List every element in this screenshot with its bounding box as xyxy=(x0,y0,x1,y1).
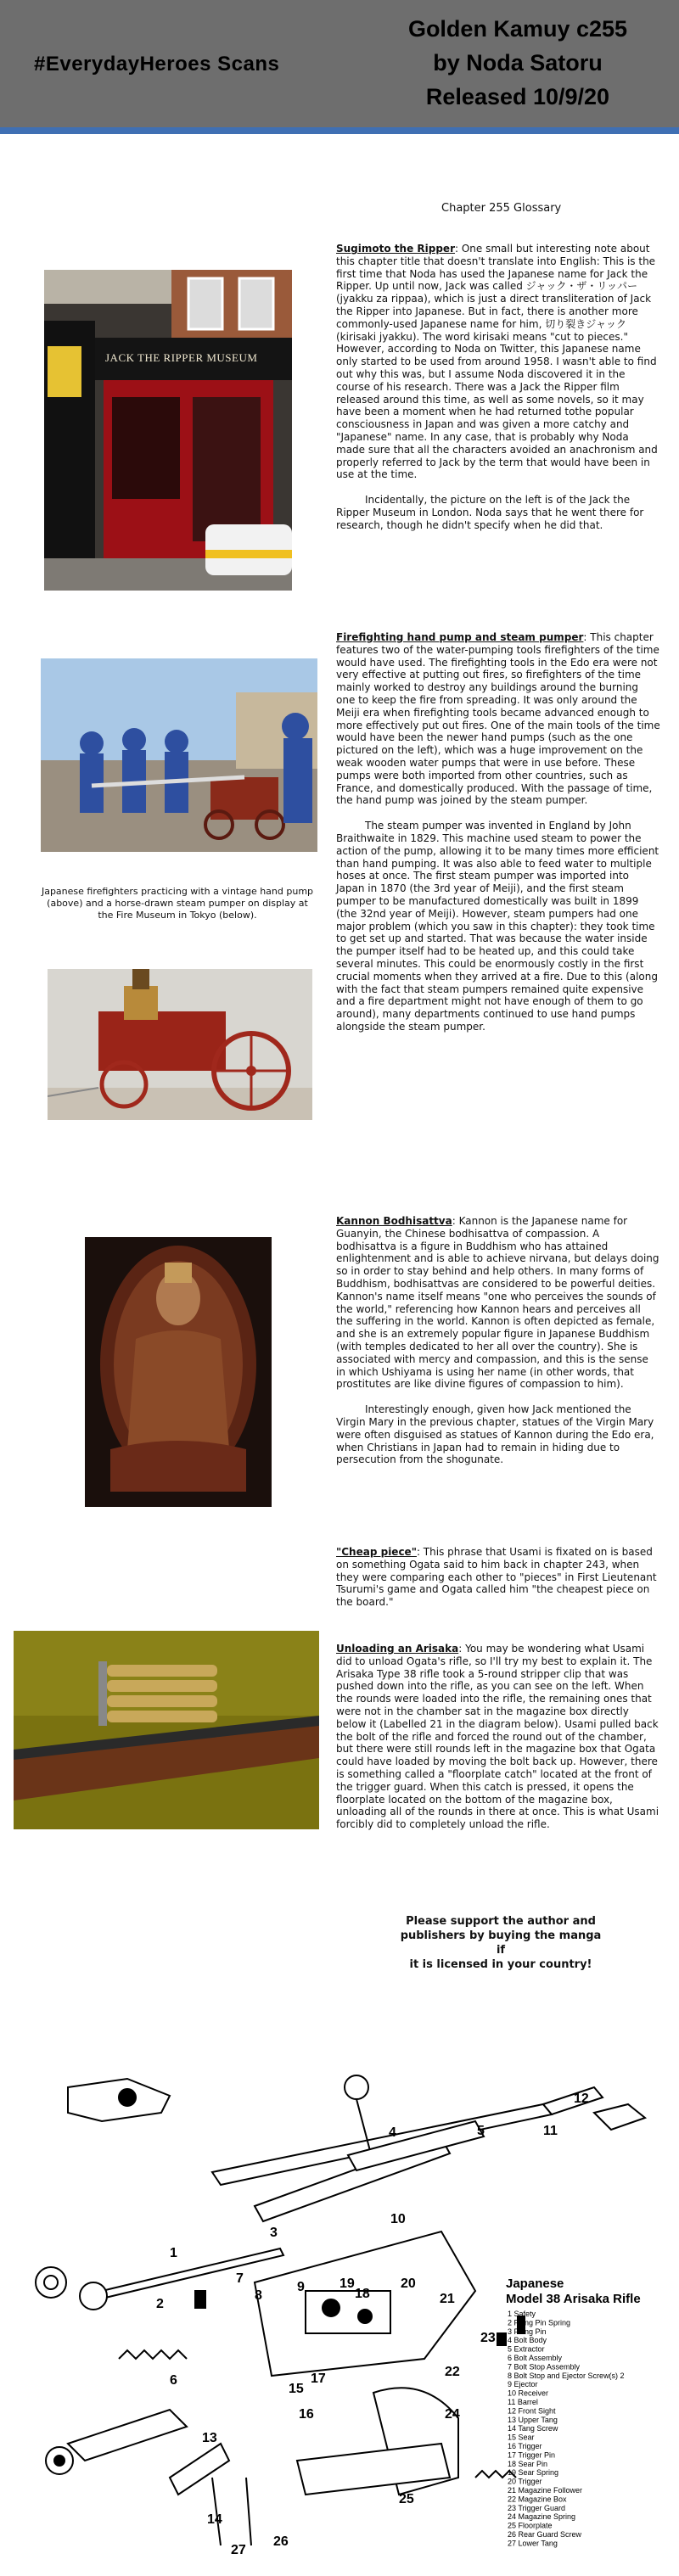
ripper-note: Incidentally, the picture on the left is of the Jack the Ripper Museum in London. Noda says that he went there for research, though he didn't specify when he did that. xyxy=(336,494,644,531)
part-number-9: 9 xyxy=(297,2280,305,2294)
term-cheap-piece: "Cheap piece" xyxy=(336,1546,417,1558)
hand-pump-illustration xyxy=(41,658,317,852)
legend-item: 18 Sear Pin xyxy=(508,2459,548,2468)
support-line-1: Please support the author and xyxy=(406,1915,596,1928)
legend-item: 2 Firing Pin Spring xyxy=(508,2318,571,2327)
pump-note: The steam pumper was invented in England by John Braithwaite in 1829. This machine used steam to power the action of the pump, allowing it to be many times more efficient than hand pumping. It was also able to feed water to multiple hoses at once. The first steam pumper was imported into Japan in 1870 (the 3rd year of Meiji), and the first steam pumper to be manufactured domestically was built in 1899 (the 32nd year of Meiji). However, steam pumpers had one major problem (which you saw in this chapter): they took time to get set up and started. That was because the water inside the pumper itself had to be heated up, and this could take several minutes. This could be enormously costly in the first crucial moments when they arrived at a fire. Due to this (along with the fact that steam pumpers remained quite expensive and a fire department might not have enough of them to go around), many departments continued to use hand pumps alongside the steam pumper. xyxy=(336,820,659,1033)
part-number-23: 23 xyxy=(480,2331,496,2345)
legend-item: 11 Barrel xyxy=(508,2398,538,2406)
legend-title-line-2: Model 38 Arisaka Rifle xyxy=(506,2292,641,2306)
term-ripper: Sugimoto the Ripper xyxy=(336,243,455,255)
legend-item: 6 Bolt Assembly xyxy=(508,2354,563,2362)
legend-item: 14 Tang Screw xyxy=(508,2424,558,2433)
legend-item: 9 Ejector xyxy=(508,2380,538,2389)
header-banner xyxy=(0,0,679,127)
release-line-date: Released 10/9/20 xyxy=(425,84,610,109)
part-number-8: 8 xyxy=(255,2288,262,2303)
steam-pumper-illustration xyxy=(48,969,312,1120)
part-number-14: 14 xyxy=(207,2512,222,2527)
legend-item: 24 Magazine Spring xyxy=(508,2512,576,2522)
section-arisaka xyxy=(336,1643,660,1831)
support-message xyxy=(399,1914,603,1972)
section-cheap-piece xyxy=(336,1546,660,1609)
legend-item: 17 Trigger Pin xyxy=(508,2450,556,2460)
legend-item: 25 Floorplate xyxy=(508,2521,553,2530)
part-number-3: 3 xyxy=(270,2226,278,2240)
photo-kannon-statue xyxy=(85,1237,272,1507)
support-line-3: it is licensed in your country! xyxy=(409,1958,592,1971)
part-number-17: 17 xyxy=(311,2372,326,2386)
part-number-11: 11 xyxy=(543,2124,558,2138)
legend-item: 10 Receiver xyxy=(508,2388,549,2398)
legend-item: 8 Bolt Stop and Ejector Screw(s) 2 xyxy=(508,2371,625,2380)
photo-arisaka-clip xyxy=(14,1631,319,1829)
legend-item: 16 Trigger xyxy=(508,2442,542,2450)
part-number-7: 7 xyxy=(236,2271,244,2286)
support-line-2: publishers by buying the manga if xyxy=(400,1929,602,1957)
legend-title-line-1: Japanese xyxy=(506,2276,564,2291)
kannon-note: Interestingly enough, given how Jack mentioned the Virgin Mary in the previous chapter, statues of the Virgin Mary were often disguised as statues of Kannon during the Edo era, when Christians in Japan had to remain in hiding due to persecution from the shogunate. xyxy=(336,1403,654,1466)
photo-steam-pumper xyxy=(48,969,312,1120)
arisaka-body: : You may be wondering what Usami did to unload Ogata's rifle, so I'll try my best to explain it. The Arisaka Type 38 rifle took a 5-round stripper clip that was pushed down into the rifle, as you can see on the left. When the rounds were loaded into the rifle, the remaining ones that were not in the chamber sat in the magazine box directly below it (Labelled 21 in the diagram below). Usami pulled back the bolt of the rifle and forced the round out of the chamber, but there were still rounds left in the magazine box that Ogata could have loaded by moving the bolt back up. However, there is something called a "floorplate catch" located at the front of the trigger guard. When this catch is pressed, it opens the floorplate located on the bottom of the magazine box, unloading all of the rounds in there at once. This is what Usami forcibly did to completely unload the rifle. xyxy=(336,1643,659,1831)
section-ripper xyxy=(336,243,660,532)
legend-item: 27 Lower Tang xyxy=(508,2539,558,2548)
header-accent-bar xyxy=(0,127,679,134)
term-kannon: Kannon Bodhisattva xyxy=(336,1215,452,1227)
section-kannon xyxy=(336,1215,660,1466)
part-number-24: 24 xyxy=(445,2407,460,2422)
part-number-1: 1 xyxy=(170,2246,177,2260)
legend-item: 13 Upper Tang xyxy=(508,2415,558,2424)
part-number-20: 20 xyxy=(401,2276,416,2291)
section-pump xyxy=(336,631,660,1033)
caption-firefighters: Japanese firefighters practicing with a vintage hand pump (above) and a horse-drawn steam pumper on display at the Fire Museum in Tokyo (below). xyxy=(41,886,314,921)
ripper-body: : One small but interesting note about this chapter title that doesn't translate into English: This is the first time that Noda has used the Japanese name for Jack the Ripper. Up until now, Jack was called ジャック・ザ・リッパー (jyakku za rippaa), which is just a direct transliteration of Jack the Ripper into Japanese. But in fact, there is another more commonly-used Japanese name for him, 切り裂きジャック (kirisaki jyakku). The word kirisaki means "cut to pieces." However, according to Noda on Twitter, this Japanese name only started to be used from around 1958. I wasn't able to find out why this was, but I assume Noda discovered it in the course of his research. There was a Jack the Ripper film released around this time, as well as some novels, so it may have been a moment when he had returned tothe popular consciousness in Japan and was given a more catchy and "Japanese" name. In any case, that is probably why Noda made sure that all the characters avoided an anachronism and properly referred to Jack by the term that would have been in use at the time. xyxy=(336,243,658,481)
scanlator-title: #EverydayHeroes Scans xyxy=(34,53,280,76)
part-number-15: 15 xyxy=(289,2382,304,2396)
part-number-5: 5 xyxy=(477,2124,485,2138)
part-number-19: 19 xyxy=(340,2276,355,2291)
release-line-title: Golden Kamuy c255 xyxy=(407,16,628,42)
part-number-4: 4 xyxy=(389,2125,396,2140)
part-number-12: 12 xyxy=(574,2092,589,2106)
legend-item: 19 Sear Spring xyxy=(508,2468,559,2478)
legend-item: 26 Rear Guard Screw xyxy=(508,2530,582,2539)
glossary-title: Chapter 255 Glossary xyxy=(441,202,562,215)
release-info xyxy=(373,12,662,114)
legend-item: 3 Firing Pin xyxy=(508,2327,547,2336)
release-line-author: by Noda Satoru xyxy=(433,50,603,76)
kannon-body: : Kannon is the Japanese name for Guanyin, the Chinese bodhisattva of compassion. A bodhisattva is a figure in Buddhism who has attained enlightenment and is able to achieve nirvana, but delays doing so in order to stay behind and help others. In many forms of Buddhism, bodhisattvas are considered to be powerful deities. Kannon's name itself means "one who perceives the sounds of the world," referencing how Kannon hears and perceives all the suffering in the world. Kannon is often depicted as female, and she is an extremely popular figure in Japanese Buddhism (with temples dedicated to her all over the country). She is associated with mercy and compassion, and this is the sense in which Ushiyama is using her name (in other words, that prostitutes are like divine figures of compassion to him). xyxy=(336,1215,659,1391)
legend-item: 7 Bolt Stop Assembly xyxy=(508,2362,581,2372)
part-number-2: 2 xyxy=(156,2297,164,2311)
legend-list xyxy=(508,2310,625,2547)
part-number-18: 18 xyxy=(355,2287,370,2301)
cheap-body: : This phrase that Usami is fixated on is based on something Ogata said to him back in chapter 243, when they were comparing each other to "pieces" in First Lieutenant Tsurumi's game and Ogata called him "the cheapest piece on the board." xyxy=(336,1546,657,1609)
part-number-10: 10 xyxy=(390,2212,406,2226)
part-number-13: 13 xyxy=(202,2431,217,2445)
term-arisaka: Unloading an Arisaka xyxy=(336,1643,459,1655)
part-number-16: 16 xyxy=(299,2407,314,2422)
rifle-parts-drawing xyxy=(0,2036,679,2576)
legend-item: 20 Trigger xyxy=(508,2477,542,2486)
legend-item: 5 Extractor xyxy=(508,2344,545,2354)
legend-item: 21 Magazine Follower xyxy=(508,2486,583,2495)
part-number-27: 27 xyxy=(231,2543,246,2557)
legend-item: 12 Front Sight xyxy=(508,2406,556,2416)
kannon-illustration xyxy=(85,1237,272,1507)
part-number-21: 21 xyxy=(440,2292,455,2306)
pump-body: : This chapter features two of the water-pumping tools firefighters of the time would have used. The firefighting tools in the Edo era were not very effective at putting out fires, so firefighters of the time mainly worked to destroy any buildings around the burning one to keep the fire from spreading. It was only around the Meiji era when firefighting tools became advanced enough to more effectively put out fires. One of the main tools of the time would have been the newer hand pumps (such as the one pictured on the left), which was a huge improvement on the weak wooden water pumps that were in use before. These pumps were both imported from other countries, such as France, and domestically produced. With the passage of time, the hand pump was joined by the steam pumper. xyxy=(336,631,660,807)
arisaka-clip-illustration xyxy=(14,1631,319,1829)
legend-item: 4 Bolt Body xyxy=(508,2336,547,2345)
term-pump: Firefighting hand pump and steam pumper xyxy=(336,631,584,643)
arisaka-exploded-diagram xyxy=(0,2036,679,2576)
legend-item: 23 Trigger Guard xyxy=(508,2503,566,2512)
legend-item: 22 Magazine Box xyxy=(508,2495,567,2504)
part-number-22: 22 xyxy=(445,2365,460,2379)
part-number-6: 6 xyxy=(170,2373,177,2388)
ripper-museum-illustration xyxy=(44,270,292,591)
part-number-25: 25 xyxy=(399,2492,414,2506)
legend-item: 1 Safety xyxy=(508,2310,536,2318)
part-number-26: 26 xyxy=(273,2534,289,2549)
photo-ripper-museum xyxy=(44,270,292,591)
photo-hand-pump-drill xyxy=(41,658,317,852)
museum-sign-text: JACK THE RIPPER MUSEUM xyxy=(105,351,258,364)
legend-item: 15 Sear xyxy=(508,2433,535,2442)
